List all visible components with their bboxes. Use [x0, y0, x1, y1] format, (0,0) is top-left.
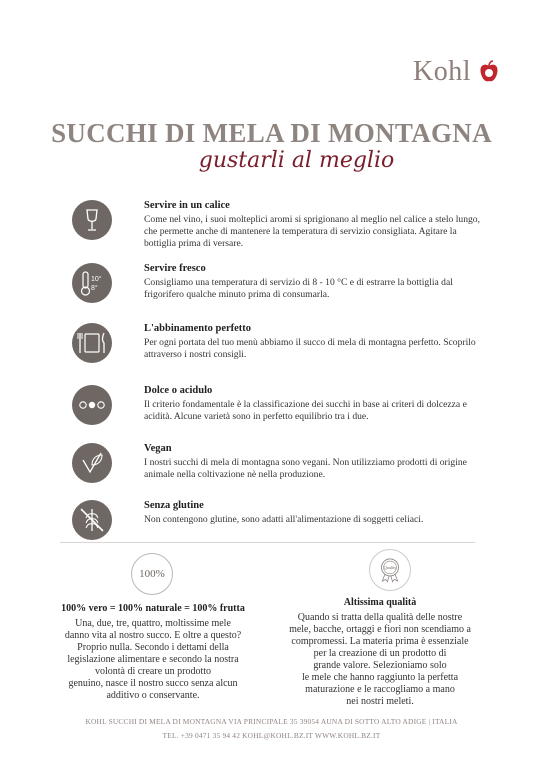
body-line: compromessi. La materia prima è essenziale	[291, 636, 469, 647]
feature-body: I nostri succhi di mela di montagna sono vegani. Non utilizziamo prodotti di origine animale nella coltivazione nè nella produzione.	[144, 457, 467, 480]
natural-section-title: 100% vero = 100% naturale = 100% frutta	[61, 603, 245, 614]
body-line: grande valore. Selezioniamo solo	[313, 660, 447, 671]
thermo-top-label: 10°	[91, 276, 102, 283]
body-line: nei nostri meleti.	[346, 696, 414, 707]
body-line: danno vita al nostro succo. E oltre a questo?	[64, 630, 242, 641]
quality-section	[280, 597, 480, 708]
body-line: volontà di creare un prodotto	[94, 666, 212, 677]
thermo-bottom-label: 8°	[91, 285, 98, 292]
page-title: SUCCHI DI MELA DI MONTAGNA	[51, 118, 492, 148]
body-line: maturazione e le raccogliamo a mano	[305, 684, 455, 695]
feature-vegan	[72, 443, 492, 493]
no-wheat-icon	[72, 500, 112, 540]
feature-body: Per ogni portata del tuo menù abbiamo il succo di mela di montagna perfetto. Scoprilo attraverso i nostri consigli.	[144, 337, 476, 360]
feature-body: Come nel vino, i suoi molteplici aromi si sprigionano al meglio nel calice a stelo lungo, che permette anche di mantenere la temperatura di servizio consigliata. Agitare la bottiglia prima di versare.	[144, 214, 480, 249]
brand-name: Kohl	[413, 56, 471, 87]
leaf-check-icon	[72, 443, 112, 483]
quality-section-body	[280, 612, 480, 708]
feature-serve-glass	[72, 200, 492, 250]
body-line: mele, bacche, ortaggi e fiori non scendiamo a	[289, 624, 471, 635]
body-line: Una, due, tre, quattro, moltissime mele	[75, 618, 231, 629]
brand-logo	[413, 56, 499, 88]
feature-pairing	[72, 323, 492, 373]
quality-seal-icon	[369, 549, 411, 591]
natural-section-body	[48, 618, 258, 702]
wine-glass-icon	[72, 200, 112, 240]
feature-body: Non contengono glutine, sono adatti all'alimentazione di soggetti celiaci.	[144, 514, 424, 525]
body-line: Proprio nulla. Secondo i dettami della	[77, 642, 229, 653]
cutlery-icon	[72, 323, 112, 363]
apple-icon	[479, 60, 499, 84]
body-line: genuino, nasce il nostro succo senza alcun	[68, 678, 238, 689]
page-subtitle: gustarli al meglio	[198, 148, 395, 173]
feature-body: Il criterio fondamentale è la classificazione dei succhi in base ai criteri di dolcezza e acidità. Alcune varietà sono in perfetto equilibrio tra i due.	[144, 399, 467, 422]
body-line: Quando si tratta della qualità delle nostre	[297, 612, 463, 623]
body-line: le mele che hanno raggiunto la perfetta	[301, 672, 459, 683]
quality-section-title: Altissima qualità	[343, 597, 417, 608]
percent-badge: 100%	[131, 553, 173, 595]
feature-title: L'abbinamento perfetto	[144, 323, 252, 334]
feature-body: Consigliamo una temperatura di servizio di 8 - 10 °C e di estrarre la bottiglia dal frigorifero qualche minuto prima di consumarla.	[144, 277, 453, 300]
quality-seal-label: Quality	[383, 565, 397, 571]
feature-sweet-sour	[72, 385, 492, 435]
footer-address: KOHL SUCCHI DI MELA DI MONTAGNA VIA PRINCIPALE 35 39054 AUNA DI SOTTO ALTO ADIGE | ITALIA	[85, 717, 458, 726]
thermometer-icon	[72, 263, 112, 303]
feature-title: Dolce o acidulo	[144, 385, 213, 396]
body-line: additivo o conservante.	[106, 690, 200, 701]
feature-serve-cold	[72, 263, 492, 313]
section-divider	[60, 542, 475, 543]
footer-contacts: TEL. +39 0471 35 94 42 KOHL@KOHL.BZ.IT WWW.KOHL.BZ.IT	[162, 731, 381, 740]
feature-title: Senza glutine	[144, 500, 204, 511]
feature-title: Servire fresco	[144, 263, 206, 274]
feature-title: Vegan	[144, 443, 172, 454]
natural-section	[48, 603, 258, 702]
body-line: legislazione alimentare e secondo la nostra	[67, 654, 239, 665]
body-line: per la creazione di un prodotto di	[313, 648, 447, 659]
balance-dots-icon	[72, 385, 112, 425]
feature-title: Servire in un calice	[144, 200, 230, 211]
